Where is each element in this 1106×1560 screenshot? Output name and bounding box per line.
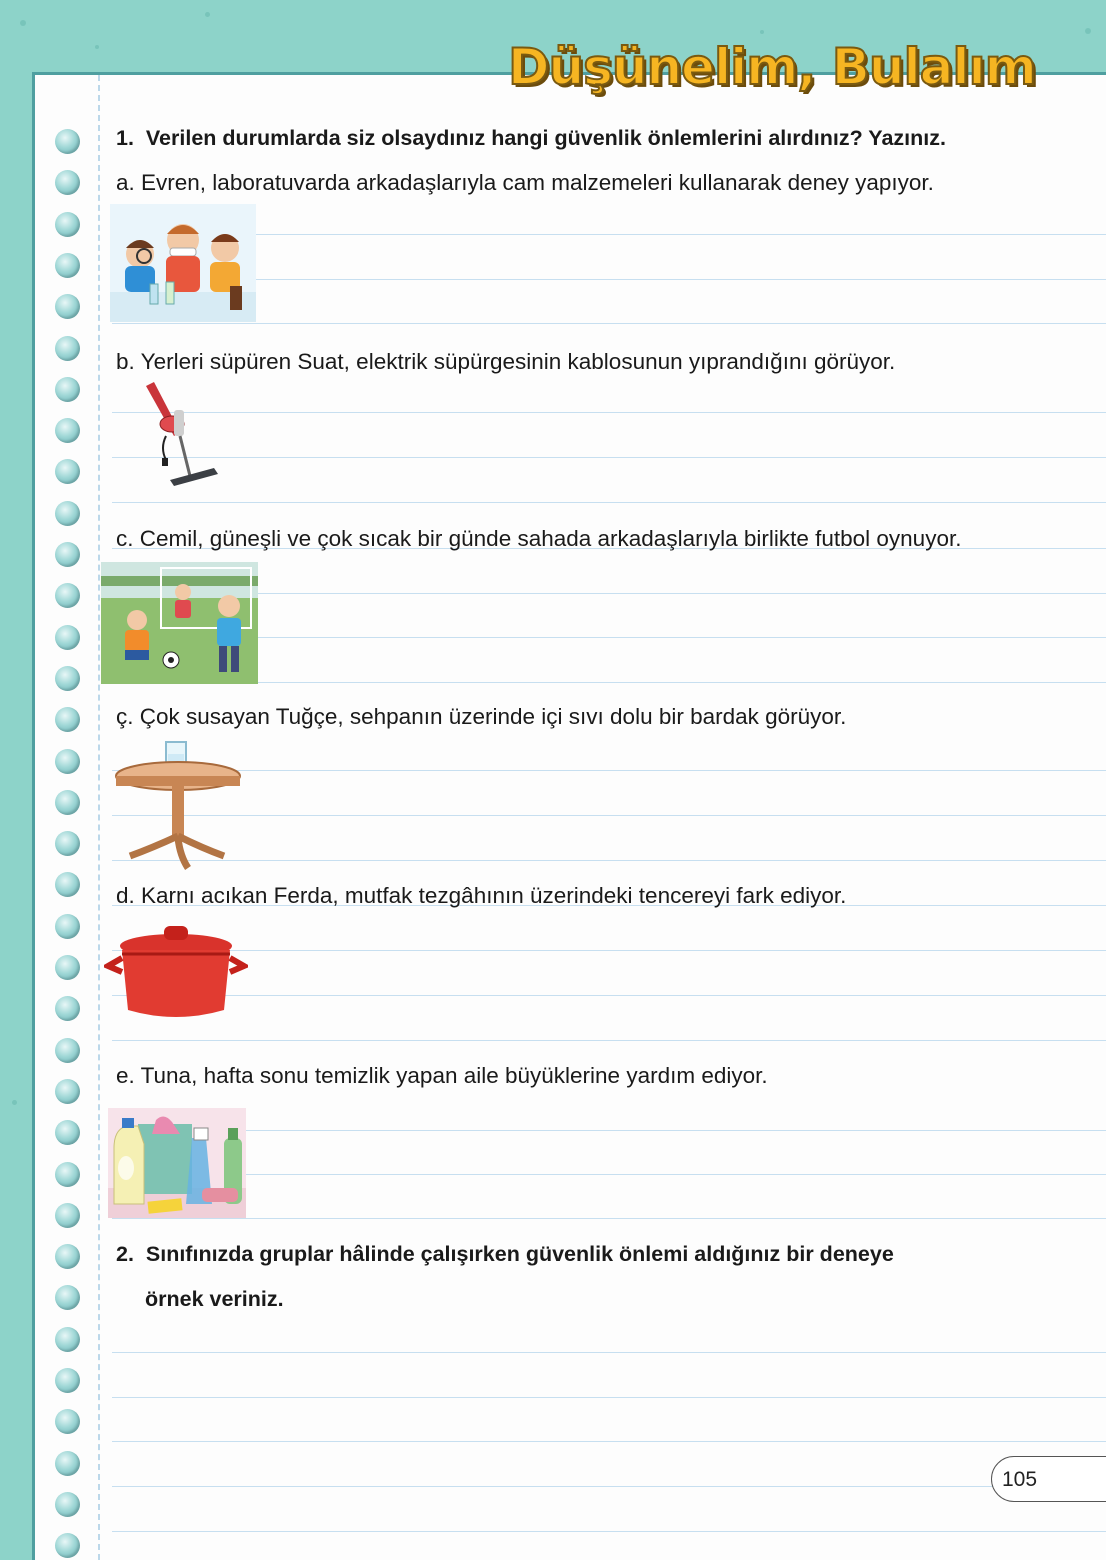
question-1 (116, 126, 946, 151)
answer-line (112, 1531, 1106, 1532)
answer-line (112, 770, 1106, 771)
answer-line (112, 412, 1106, 413)
spiral-hole (55, 831, 80, 856)
spiral-hole (55, 129, 80, 154)
item-label: c. (116, 526, 134, 551)
bg-dot (95, 45, 99, 49)
answer-line (112, 279, 1106, 280)
item-label: d. (116, 883, 135, 908)
spiral-hole (55, 542, 80, 567)
answer-line (112, 950, 1106, 951)
spiral-hole (55, 749, 80, 774)
question-2 (116, 1242, 894, 1267)
answer-line (112, 815, 1106, 816)
football-field-illustration (101, 562, 258, 684)
answer-line (112, 1130, 1106, 1131)
spiral-hole (55, 253, 80, 278)
page-title: Düşünelim, Bulalım (508, 38, 1036, 96)
vacuum-cleaner-illustration (136, 376, 220, 488)
bg-dot (20, 20, 26, 26)
answer-line (112, 323, 1106, 324)
answer-line (112, 1218, 1106, 1219)
bg-dot (1085, 28, 1091, 34)
spiral-hole (55, 625, 80, 650)
answer-line (112, 1441, 1106, 1442)
spiral-hole (55, 1492, 80, 1517)
spiral-hole (55, 418, 80, 443)
item-text: Karnı acıkan Ferda, mutfak tezgâhının üzerindeki tencereyi fark ediyor. (141, 883, 847, 908)
item-d (116, 883, 846, 909)
bg-dot (205, 12, 210, 17)
question-2-line-2: örnek veriniz. (145, 1287, 284, 1311)
item-label: ç. (116, 704, 134, 729)
question-text: Sınıfınızda gruplar hâlinde çalışırken güvenlik önlemi aldığınız bir deneye (145, 1242, 894, 1266)
item-text: Çok susayan Tuğçe, sehpanın üzerinde içi sıvı dolu bir bardak görüyor. (139, 704, 847, 729)
item-text: Evren, laboratuvarda arkadaşlarıyla cam malzemeleri kullanarak deney yapıyor. (141, 170, 934, 195)
spiral-hole (55, 377, 80, 402)
question-text: Verilen durumlarda siz olsaydınız hangi güvenlik önlemlerini alırdınız? Yazınız. (145, 126, 946, 150)
answer-line (112, 457, 1106, 458)
item-a (116, 170, 934, 196)
spiral-hole (55, 666, 80, 691)
question-number: 2. (116, 1242, 134, 1266)
spiral-hole (55, 1244, 80, 1269)
answer-line (112, 234, 1106, 235)
answer-line (112, 1486, 1106, 1487)
laboratory-kids-illustration (110, 204, 256, 322)
answer-line (112, 860, 1106, 861)
answer-line (112, 593, 1106, 594)
spiral-hole (55, 1162, 80, 1187)
page-number-tab (991, 1456, 1106, 1502)
cooking-pot-illustration (104, 924, 248, 1022)
spiral-hole (55, 501, 80, 526)
spiral-hole (55, 212, 80, 237)
bg-dot (12, 1100, 17, 1105)
item-c (116, 526, 961, 552)
bg-dot (760, 30, 764, 34)
question-number: 1. (116, 126, 134, 150)
item-label: b. (116, 349, 135, 374)
spiral-hole (55, 1038, 80, 1063)
spiral-hole (55, 1203, 80, 1228)
item-label: e. (116, 1063, 135, 1088)
spiral-hole (55, 914, 80, 939)
answer-line (112, 502, 1106, 503)
item-cc (116, 704, 846, 730)
spiral-hole (55, 1079, 80, 1104)
item-text: Yerleri süpüren Suat, elektrik süpürgesinin kablosunun yıprandığını görüyor. (140, 349, 896, 374)
item-b (116, 349, 895, 375)
answer-line (112, 995, 1106, 996)
answer-line (112, 682, 1106, 683)
item-text: Tuna, hafta sonu temizlik yapan aile büyüklerine yardım ediyor. (140, 1063, 768, 1088)
side-table-with-glass-illustration (112, 738, 246, 872)
item-label: a. (116, 170, 135, 195)
answer-line (112, 1174, 1106, 1175)
item-e (116, 1063, 768, 1089)
item-text: Cemil, güneşli ve çok sıcak bir günde sahada arkadaşlarıyla birlikte futbol oynuyor. (139, 526, 962, 551)
spiral-hole (55, 1451, 80, 1476)
answer-line (112, 1352, 1106, 1353)
spiral-hole (55, 1368, 80, 1393)
spiral-hole (55, 955, 80, 980)
page-number: 105 (1002, 1468, 1038, 1491)
cleaning-supplies-illustration (108, 1108, 246, 1218)
spiral-hole (55, 1327, 80, 1352)
answer-line (112, 1040, 1106, 1041)
answer-line (112, 637, 1106, 638)
answer-line (112, 1397, 1106, 1398)
spiral-hole (55, 790, 80, 815)
spiral-hole (55, 336, 80, 361)
margin-line (98, 75, 100, 1560)
